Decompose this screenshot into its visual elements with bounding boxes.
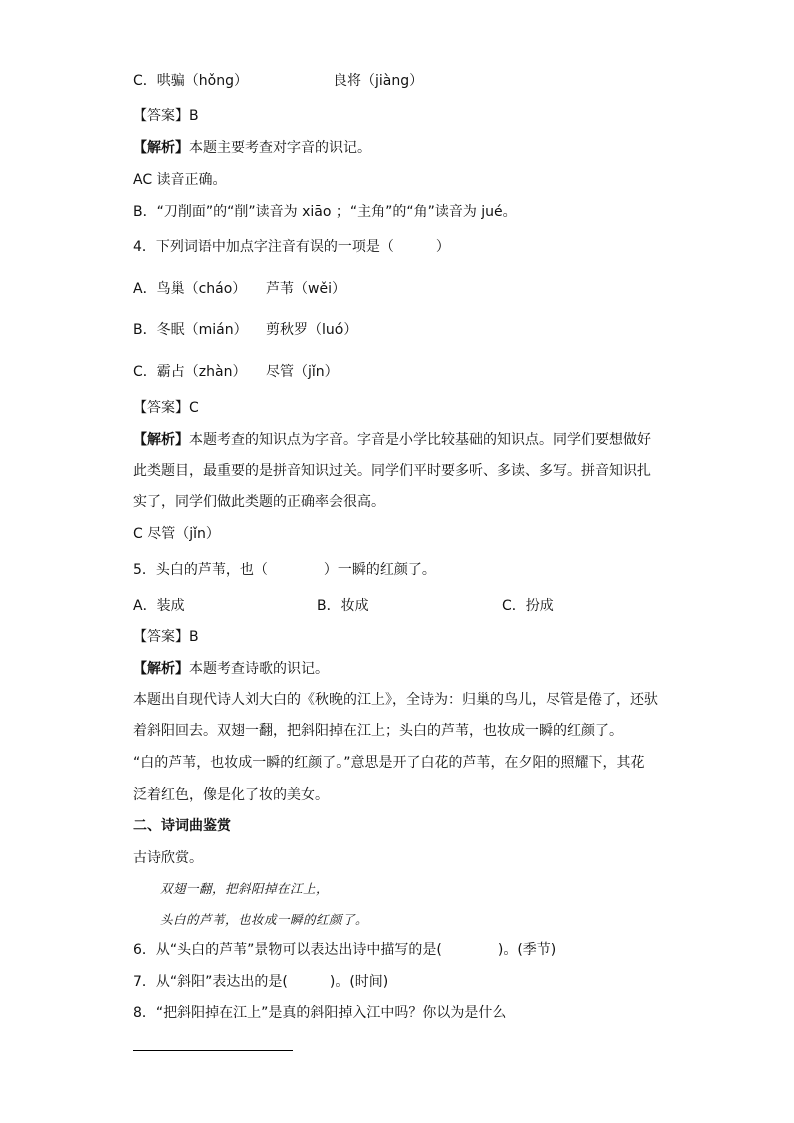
- q3-analysis: [133, 138, 371, 158]
- q5-line2: 着斜阳回去。双翅一翻，把斜阳掉在江上；头白的芦苇，也妆成一瞬的红颜了。: [133, 723, 623, 739]
- q5-answer: 【答案】B: [133, 629, 199, 645]
- q5-line4: 泛着红色，像是化了妆的美女。: [133, 787, 329, 803]
- question-6: 6．从“头白的芦苇”景物可以表达出诗中描写的是( )。(季节): [133, 942, 557, 958]
- q3-line1: AC 读音正确。: [133, 172, 227, 188]
- poem-line-1: 双翅一翻，把斜阳掉在江上，: [160, 881, 330, 896]
- question-7: 7．从“斜阳”表达出的是( )。(时间): [133, 974, 389, 990]
- section-intro: 古诗欣赏。: [133, 850, 203, 866]
- q3-answer: 【答案】B: [133, 108, 199, 124]
- q4-option-b-2: 剪秋罗（luó）: [266, 322, 358, 338]
- q5-line3: “白的芦苇，也妆成一瞬的红颜了。”意思是开了白花的芦苇，在夕阳的照耀下，其花: [133, 755, 645, 771]
- q4-analysis-3: 实了，同学们做此类题的正确率会很高。: [133, 494, 385, 510]
- analysis-label: 【解析】: [133, 432, 189, 448]
- question-8: 8．“把斜阳掉在江上”是真的斜阳掉入江中吗？你以为是什么: [133, 1005, 507, 1021]
- q3-line2: B．“刀削面”的“削”读音为 xiāo ；“主角”的“角”读音为 jué。: [133, 204, 517, 220]
- poem-line-2: 头白的芦苇，也妆成一瞬的红颜了。: [160, 912, 369, 927]
- q4-answer: 【答案】C: [133, 400, 199, 416]
- q4-stem: 4．下列词语中加点字注音有误的一项是（ ）: [133, 239, 450, 255]
- q5-option-a: A．装成: [133, 598, 185, 614]
- q5-option-c: C．扮成: [502, 598, 554, 614]
- analysis-text: 本题考查诗歌的识记。: [189, 661, 329, 677]
- q3-option-c-a: C．哄骗（hǒng）: [133, 73, 248, 89]
- q4-analysis-1: [133, 430, 651, 450]
- q5-analysis: [133, 659, 329, 679]
- q5-line1: 本题出自现代诗人刘大白的《秋晚的江上》，全诗为：归巢的鸟儿，尽管是倦了，还驮: [133, 692, 658, 708]
- analysis-label: 【解析】: [133, 140, 189, 156]
- analysis-text: 本题主要考查对字音的识记。: [189, 140, 371, 156]
- analysis-label: 【解析】: [133, 661, 189, 677]
- q4-option-c-2: 尽管（jǐn）: [266, 364, 339, 380]
- q4-option-c-1: C．霸占（zhàn）: [133, 364, 247, 380]
- q4-option-a-1: A．鸟巢（cháo）: [133, 281, 247, 297]
- section-heading: 二、诗词曲鉴赏: [133, 818, 231, 834]
- q4-option-b-1: B．冬眠（mián）: [133, 322, 248, 338]
- q5-stem: 5．头白的芦苇，也（ ）一瞬的红颜了。: [133, 562, 436, 578]
- analysis-text: 本题考查的知识点为字音。字音是小学比较基础的知识点。同学们要想做好: [189, 432, 651, 448]
- footnote-rule: [133, 1050, 293, 1051]
- q3-option-c-b: 良将（jiàng）: [333, 73, 424, 89]
- q4-option-a-2: 芦苇（wěi）: [266, 281, 346, 297]
- q4-analysis-2: 此类题目，最重要的是拼音知识过关。同学们平时要多听、多读、多写。拼音知识扎: [133, 463, 651, 479]
- q5-option-b: B．妆成: [317, 598, 369, 614]
- q4-analysis-4: C 尽管（jǐn）: [133, 526, 220, 542]
